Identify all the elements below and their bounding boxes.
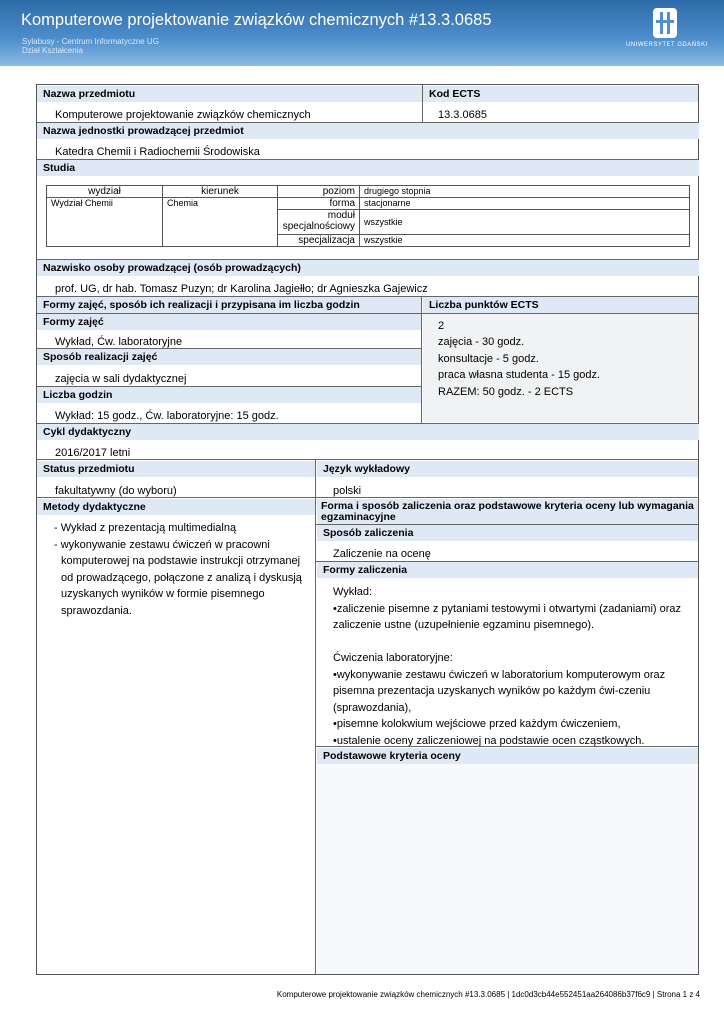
lecturers-value: prof. UG, dr hab. Tomasz Puzyn; dr Karolina Jagiełło; dr Agnieszka Gajewicz bbox=[55, 283, 428, 295]
language-label: Język wykładowy bbox=[317, 461, 698, 477]
methods-item: - Wykład z prezentacją multimedialną bbox=[54, 522, 237, 534]
studia-faculty: Wydział Chemii bbox=[47, 198, 163, 247]
forms-label: Formy zajęć, sposób ich realizacji i przypisana im liczba godzin bbox=[37, 297, 421, 313]
ects-code-value: 13.3.0685 bbox=[438, 109, 487, 121]
studia-row-value: stacjonarne bbox=[360, 198, 690, 210]
language-value: polski bbox=[333, 485, 362, 497]
course-name-value: Komputerowe projektowanie związków chemicznych bbox=[55, 109, 311, 121]
hours-value: Wykład: 15 godz., Ćw. laboratoryjne: 15 godz. bbox=[55, 410, 279, 422]
methods-list: - Wykład z prezentacją multimedialną - wykonywanie zestawu ćwiczeń w pracowni komputerowej na podstawie instrukcji otrzymanej od prowadzącego, połączone z analizą i dyskusją uzyskanych wyników w formie pisemnego sprawozdania. bbox=[54, 520, 314, 619]
unit-label: Nazwa jednostki prowadzącej przedmiot bbox=[37, 123, 699, 139]
studia-row-value: drugiego stopnia bbox=[360, 186, 690, 198]
ects-points-box bbox=[423, 314, 698, 422]
studia-row-value: wszystkie bbox=[360, 210, 690, 235]
method-label: Sposób realizacji zajęć bbox=[37, 349, 421, 365]
lecturers-label: Nazwisko osoby prowadzącej (osób prowadzących) bbox=[37, 260, 699, 276]
ects-code-label: Kod ECTS bbox=[423, 86, 698, 102]
studia-header-faculty: wydział bbox=[47, 186, 163, 198]
methods-label: Metody dydaktyczne bbox=[37, 499, 315, 515]
page-footer: Komputerowe projektowanie związków chemicznych #13.3.0685 | 1dc0d3cb44e552451aa264086b37f6c9 | Strona 1 z 4 bbox=[276, 990, 700, 999]
studia-field: Chemia bbox=[163, 198, 278, 247]
cycle-label: Cykl dydaktyczny bbox=[37, 424, 699, 440]
status-label: Status przedmiotu bbox=[37, 461, 315, 477]
page-title: Komputerowe projektowanie związków chemicznych #13.3.0685 bbox=[21, 11, 492, 29]
studia-row-label: moduł specjalnościowy bbox=[278, 210, 360, 235]
ects-points-line: praca własna studenta - 15 godz. bbox=[438, 369, 601, 381]
method-value: zajęcia w sali dydaktycznej bbox=[55, 373, 187, 385]
assessment-method-label: Sposób zaliczenia bbox=[317, 525, 698, 541]
status-value: fakultatywny (do wyboru) bbox=[55, 485, 177, 497]
studia-label: Studia bbox=[37, 160, 699, 176]
ects-points-line: 2 bbox=[438, 320, 445, 332]
criteria-box bbox=[317, 764, 698, 974]
ects-points-label: Liczba punktów ECTS bbox=[423, 297, 698, 313]
methods-item: - wykonywanie zestawu ćwiczeń w pracowni bbox=[54, 538, 270, 551]
course-name-label: Nazwa przedmiotu bbox=[37, 86, 422, 102]
ects-points-line: konsultacje - 5 godz. bbox=[438, 353, 539, 365]
header-subtitle-2: Dział Kształcenia bbox=[22, 46, 83, 55]
hours-label: Liczba godzin bbox=[37, 387, 421, 403]
assessment-label: Forma i sposób zaliczenia oraz podstawowe kryteria oceny lub wymagania egzaminacyjne bbox=[317, 499, 698, 524]
assessment-forms-label: Formy zaliczenia bbox=[317, 562, 698, 578]
studia-table bbox=[46, 185, 690, 247]
assessment-forms-text: Wykład: •zaliczenie pisemne z pytaniami testowymi i otwartymi (zadaniami) oraz zaliczenie ustne (uzupełnienie egzaminu pisemnego). Ćwiczenia laboratoryjne: •wykonywanie zestawu ćwiczeń w laboratorium komputerowym oraz pisemna prezentacja uzyskanych wyników po każdym ćwi-czeniu (sprawozdania), •pisemne kolokwium wejściowe przed każdym ćwiczeniem, •ustalenie oceny zaliczeniowej na podstawie ocen cząstkowych. bbox=[333, 586, 682, 747]
criteria-label: Podstawowe kryteria oceny bbox=[317, 748, 698, 764]
studia-row-label: forma bbox=[278, 198, 360, 210]
studia-row-label: specjalizacja bbox=[278, 235, 360, 247]
logo-text: UNIWERSYTET GDAŃSKI bbox=[626, 42, 708, 48]
studia-row-label: poziom bbox=[278, 186, 360, 198]
studia-header-field: kierunek bbox=[163, 186, 278, 198]
ects-points-line: zajęcia - 30 godz. bbox=[438, 336, 525, 348]
forms-sub-label: Formy zajęć bbox=[37, 314, 421, 330]
studia-row-value: wszystkie bbox=[360, 235, 690, 247]
header-subtitle: Sylabusy - Centrum Informatyczne UG bbox=[22, 37, 159, 46]
cycle-value: 2016/2017 letni bbox=[55, 447, 131, 459]
university-logo-icon bbox=[620, 6, 710, 56]
forms-value: Wykład, Ćw. laboratoryjne bbox=[55, 336, 183, 348]
unit-value: Katedra Chemii i Radiochemii Środowiska bbox=[55, 146, 260, 158]
page-header bbox=[0, 0, 724, 66]
assessment-method-value: Zaliczenie na ocenę bbox=[333, 548, 431, 560]
ects-points-line: RAZEM: 50 godz. - 2 ECTS bbox=[438, 386, 574, 398]
